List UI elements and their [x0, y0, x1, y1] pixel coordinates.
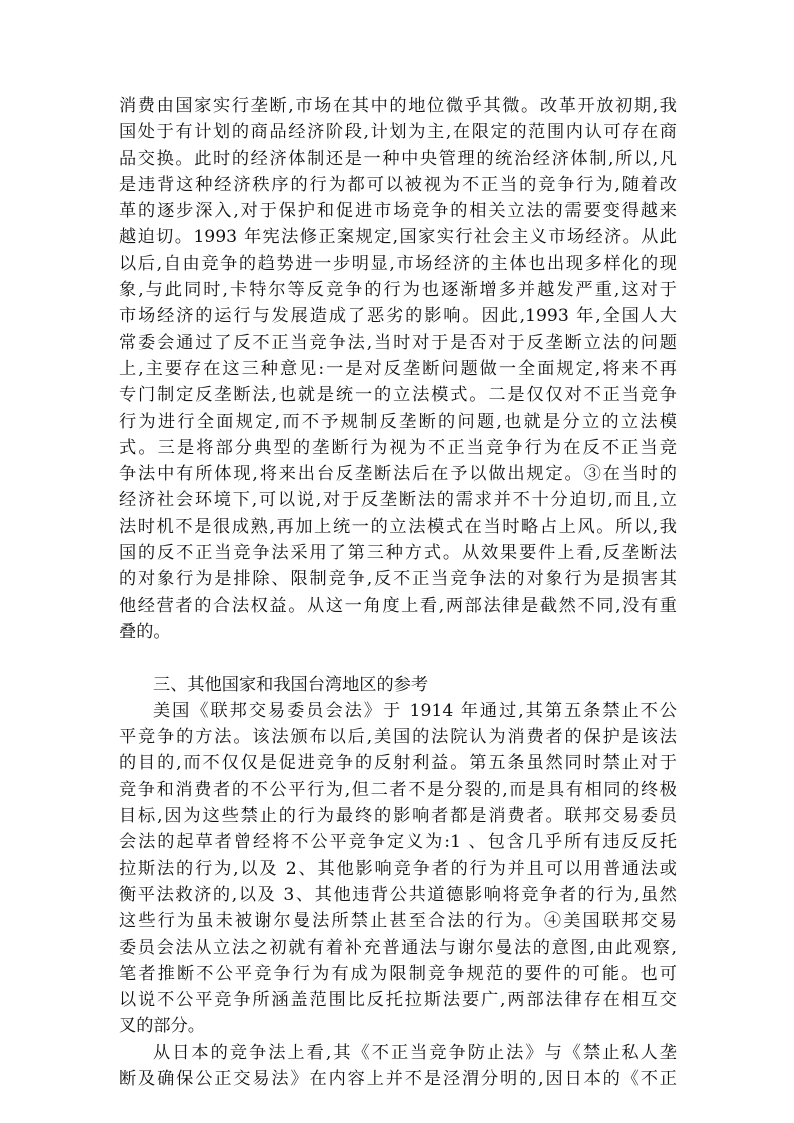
- text-line: 专门制定反垄断法,也就是统一的立法模式。二是仅仅对不正当竞争: [119, 385, 677, 406]
- text-line: 法时机不是很成熟,再加上统一的立法模式在当时略占上风。所以,我: [119, 516, 677, 537]
- text-line: 上,主要存在这三种意见:一是对反垄断问题做一全面规定,将来不再: [119, 358, 677, 379]
- text-line: 国处于有计划的商品经济阶段,计划为主,在限定的范围内认可存在商: [119, 122, 677, 143]
- document-body: [119, 93, 677, 1092]
- paragraph-3: [119, 1040, 677, 1093]
- text-line: 象,与此同时,卡特尔等反竞争的行为也逐渐增多并越发严重,这对于: [119, 280, 677, 301]
- text-line: 他经营者的合法权益。从这一角度上看,两部法律是截然不同,没有重: [119, 595, 677, 616]
- text-line: 委员会法从立法之初就有着补充普通法与谢尔曼法的意图,由此观察,: [119, 937, 677, 958]
- text-line: 拉斯法的行为,以及 2、其他影响竞争者的行为并且可以用普通法或: [119, 858, 677, 879]
- text-line: 以说不公平竞争所涵盖范围比反托拉斯法要广,两部法律存在相互交: [119, 990, 677, 1011]
- text-line: 常委会通过了反不正当竞争法,当时对于是否对于反垄断立法的问题: [119, 332, 677, 353]
- text-line: 美国《联邦交易委员会法》于 1914 年通过,其第五条禁止不公: [153, 700, 677, 721]
- text-line: 衡平法救济的,以及 3、其他违背公共道德影响将竞争者的行为,虽然: [119, 884, 677, 905]
- text-line: 市场经济的运行与发展造成了恶劣的影响。因此,1993 年,全国人大: [119, 306, 677, 327]
- text-line: 式。三是将部分典型的垄断行为视为不正当竞争行为在反不正当竞: [119, 437, 677, 458]
- text-line: 的目的,而不仅仅是促进竞争的反射利益。第五条虽然同时禁止对于: [119, 753, 677, 774]
- text-line: 会法的起草者曾经将不公平竞争定义为:1 、包含几乎所有违反反托: [119, 832, 677, 853]
- text-line: 的对象行为是排除、限制竞争,反不正当竞争法的对象行为是损害其: [119, 569, 677, 590]
- text-line: 笔者推断不公平竞争行为有成为限制竞争规范的要件的可能。也可: [119, 963, 677, 984]
- text-line: 竞争和消费者的不公平行为,但二者不是分裂的,而是具有相同的终极: [119, 779, 677, 800]
- text-line: 消费由国家实行垄断,市场在其中的地位微乎其微。改革开放初期,我: [119, 96, 677, 116]
- text-line: 是违背这种经济秩序的行为都可以被视为不正当的竞争行为,随着改: [119, 174, 677, 195]
- text-line: 断及确保公正交易法》在内容上并不是泾渭分明的,因日本的《不正: [119, 1068, 677, 1089]
- text-line: 革的逐步深入,对于保护和促进市场竞争的相关立法的需要变得越来: [119, 201, 677, 222]
- text-line: 这些行为虽未被谢尔曼法所禁止甚至合法的行为。④美国联邦交易: [119, 911, 677, 932]
- text-line: 行为进行全面规定,而不予规制反垄断的问题,也就是分立的立法模: [119, 411, 677, 432]
- section-heading: 三、其他国家和我国台湾地区的参考: [153, 674, 429, 695]
- text-line: 争法中有所体现,将来出台反垄断法后在予以做出规定。③在当时的: [119, 464, 677, 485]
- text-line: 从日本的竞争法上看,其《不正当竞争防止法》与《禁止私人垄: [153, 1042, 677, 1063]
- text-line: 以后,自由竞争的趋势进一步明显,市场经济的主体也出现多样化的现: [119, 253, 677, 274]
- text-line: 越迫切。1993 年宪法修正案规定,国家实行社会主义市场经济。从此: [119, 227, 677, 248]
- text-line: 经济社会环境下,可以说,对于反垄断法的需求并不十分迫切,而且,立: [119, 490, 677, 511]
- paragraph-1: [119, 93, 677, 645]
- text-line: 叉的部分。: [119, 1016, 205, 1037]
- text-line: 目标,因为这些禁止的行为最终的影响者都是消费者。联邦交易委员: [119, 806, 677, 827]
- text-line: 平竞争的方法。该法颁布以后,美国的法院认为消费者的保护是该法: [119, 727, 677, 748]
- text-line: 叠的。: [119, 621, 171, 642]
- paragraph-spacer: [119, 645, 677, 671]
- paragraph-2: [119, 698, 677, 1040]
- text-line: 国的反不正当竞争法采用了第三种方式。从效果要件上看,反垄断法: [119, 543, 677, 564]
- text-line: 品交换。此时的经济体制还是一种中央管理的统治经济体制,所以,凡: [119, 148, 677, 169]
